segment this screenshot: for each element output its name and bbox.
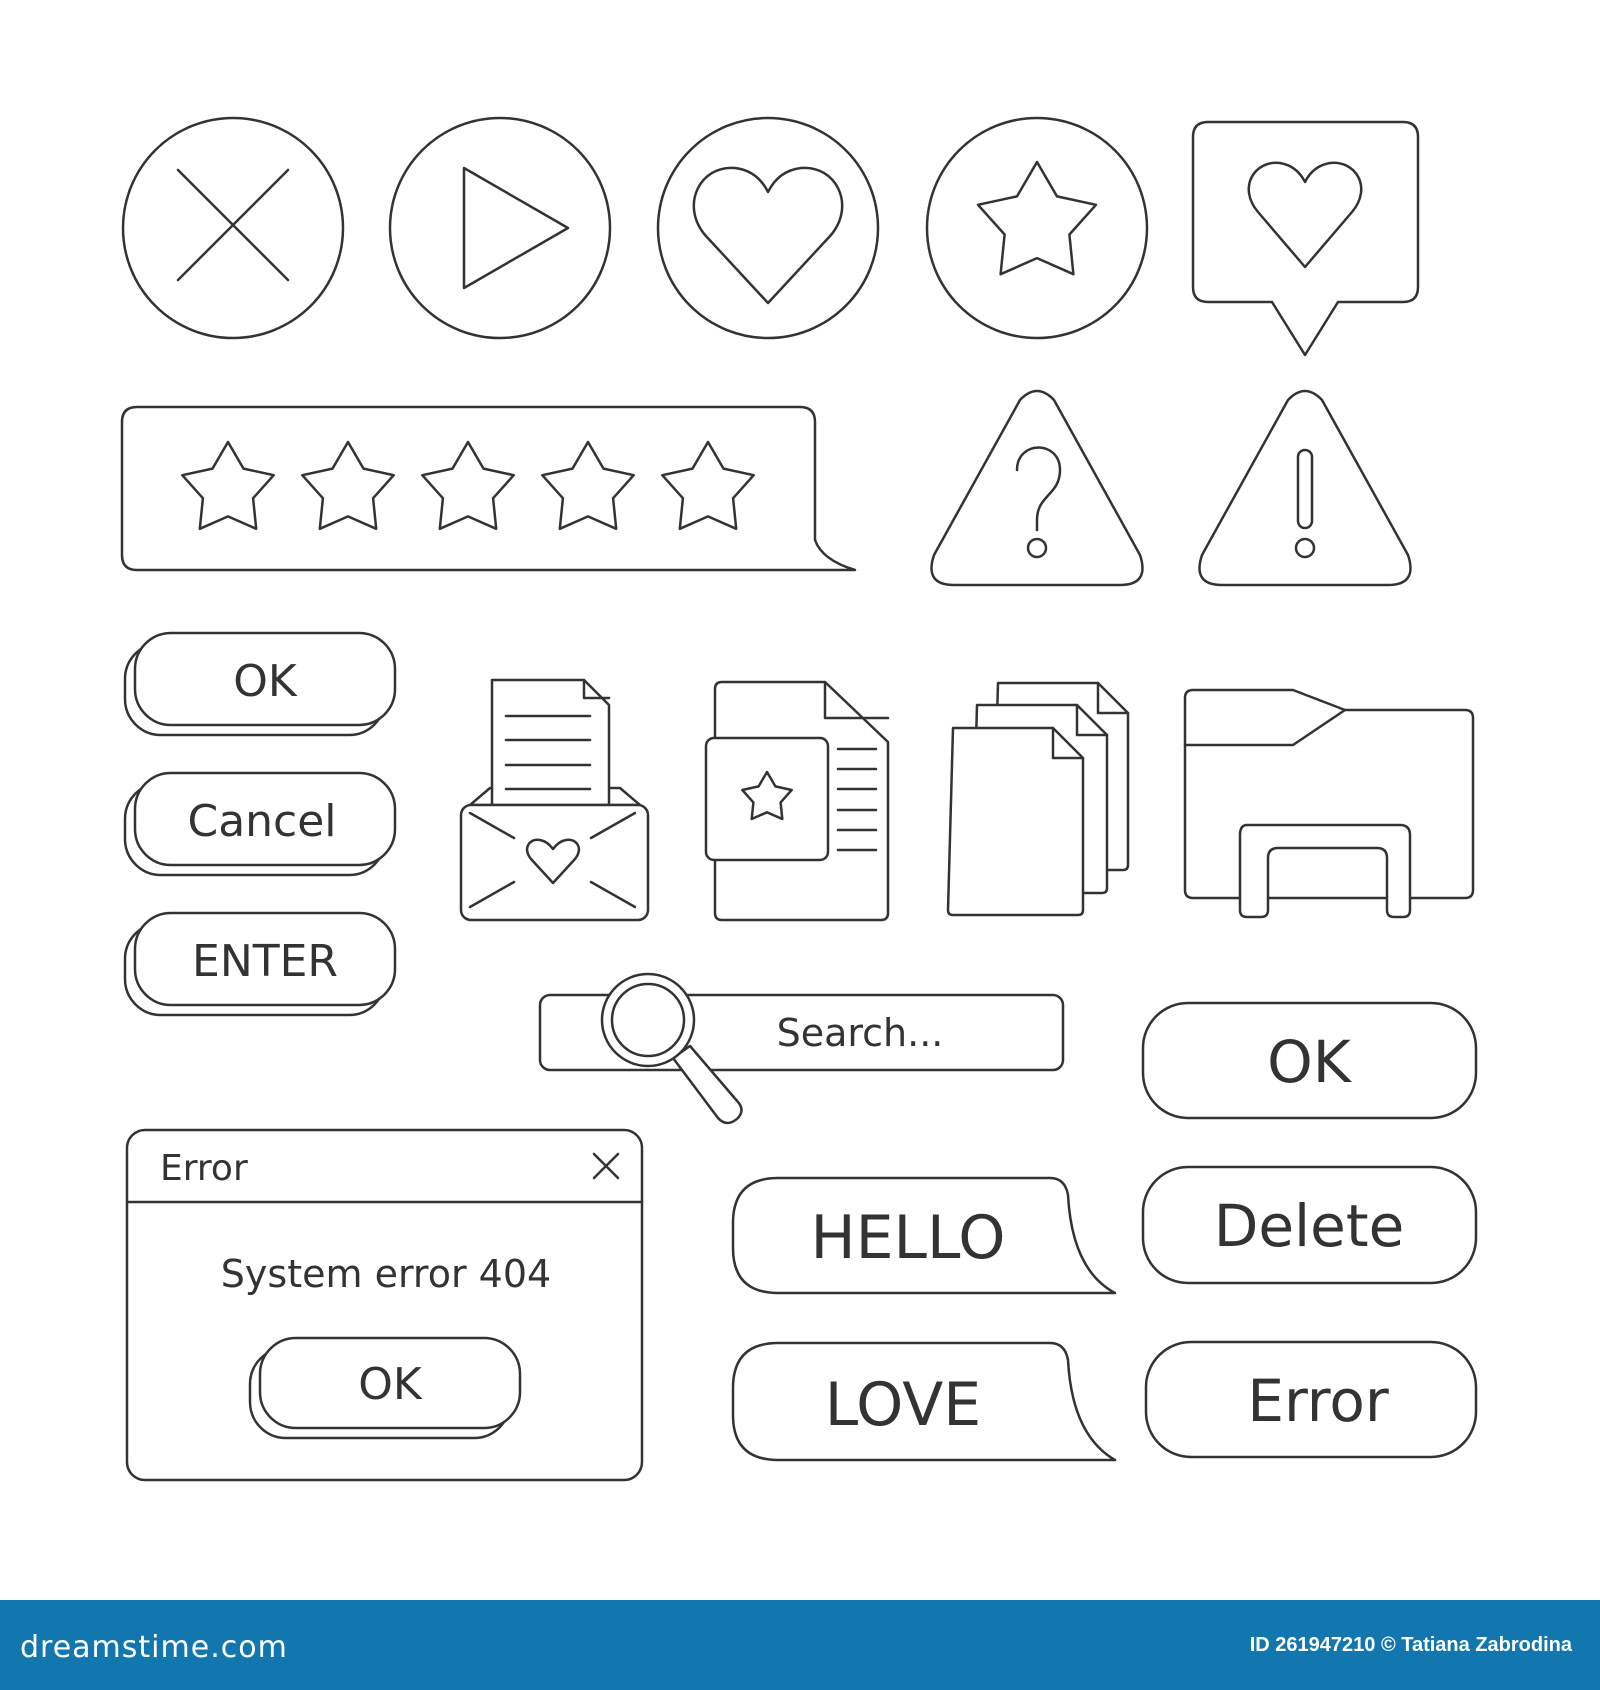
- multiple-files-icon: [948, 683, 1128, 915]
- search-input-placeholder: Search...: [776, 1011, 944, 1055]
- dreamstime-logo[interactable]: dreamstime.com: [20, 1630, 288, 1665]
- star-circle-button[interactable]: [927, 118, 1147, 338]
- bubble-text: LOVE: [824, 1370, 982, 1440]
- button-label: ENTER: [192, 936, 338, 987]
- button-label: Delete: [1213, 1192, 1405, 1260]
- love-speech-bubble: [733, 1343, 1115, 1460]
- bubble-text: HELLO: [810, 1203, 1006, 1273]
- button-label: OK: [233, 656, 297, 707]
- heart-circle-button[interactable]: [658, 118, 878, 338]
- love-letter-icon: [461, 680, 648, 920]
- play-circle-button[interactable]: [390, 118, 610, 338]
- enter-stacked-button[interactable]: [125, 913, 395, 1015]
- error-dialog: [127, 1130, 642, 1480]
- button-label: OK: [358, 1359, 422, 1410]
- dialog-title: Error: [160, 1148, 248, 1189]
- button-label: Cancel: [187, 796, 337, 847]
- hello-speech-bubble: [733, 1178, 1115, 1293]
- question-warning-triangle: [932, 391, 1143, 585]
- cancel-stacked-button[interactable]: [125, 773, 395, 875]
- error-button[interactable]: [1146, 1342, 1476, 1457]
- dialog-ok-button[interactable]: [250, 1338, 520, 1438]
- star-rating-bubble[interactable]: [122, 407, 855, 570]
- close-circle-button[interactable]: [123, 118, 343, 338]
- ok-stacked-button[interactable]: [125, 633, 395, 735]
- search-bar[interactable]: [540, 974, 1063, 1123]
- dialog-message: System error 404: [220, 1252, 552, 1296]
- starred-document-icon: [706, 682, 888, 920]
- exclamation-warning-triangle: [1200, 391, 1411, 585]
- like-notification-bubble: [1193, 122, 1418, 355]
- button-label: Error: [1247, 1367, 1389, 1435]
- delete-button[interactable]: [1143, 1167, 1476, 1283]
- image-credit: ID 261947210 © Tatiana Zabrodina: [1249, 1634, 1572, 1656]
- folder-icon: [1185, 690, 1473, 917]
- footer-bar: [0, 1600, 1600, 1690]
- button-label: OK: [1267, 1028, 1351, 1096]
- ok-button[interactable]: [1143, 1003, 1476, 1118]
